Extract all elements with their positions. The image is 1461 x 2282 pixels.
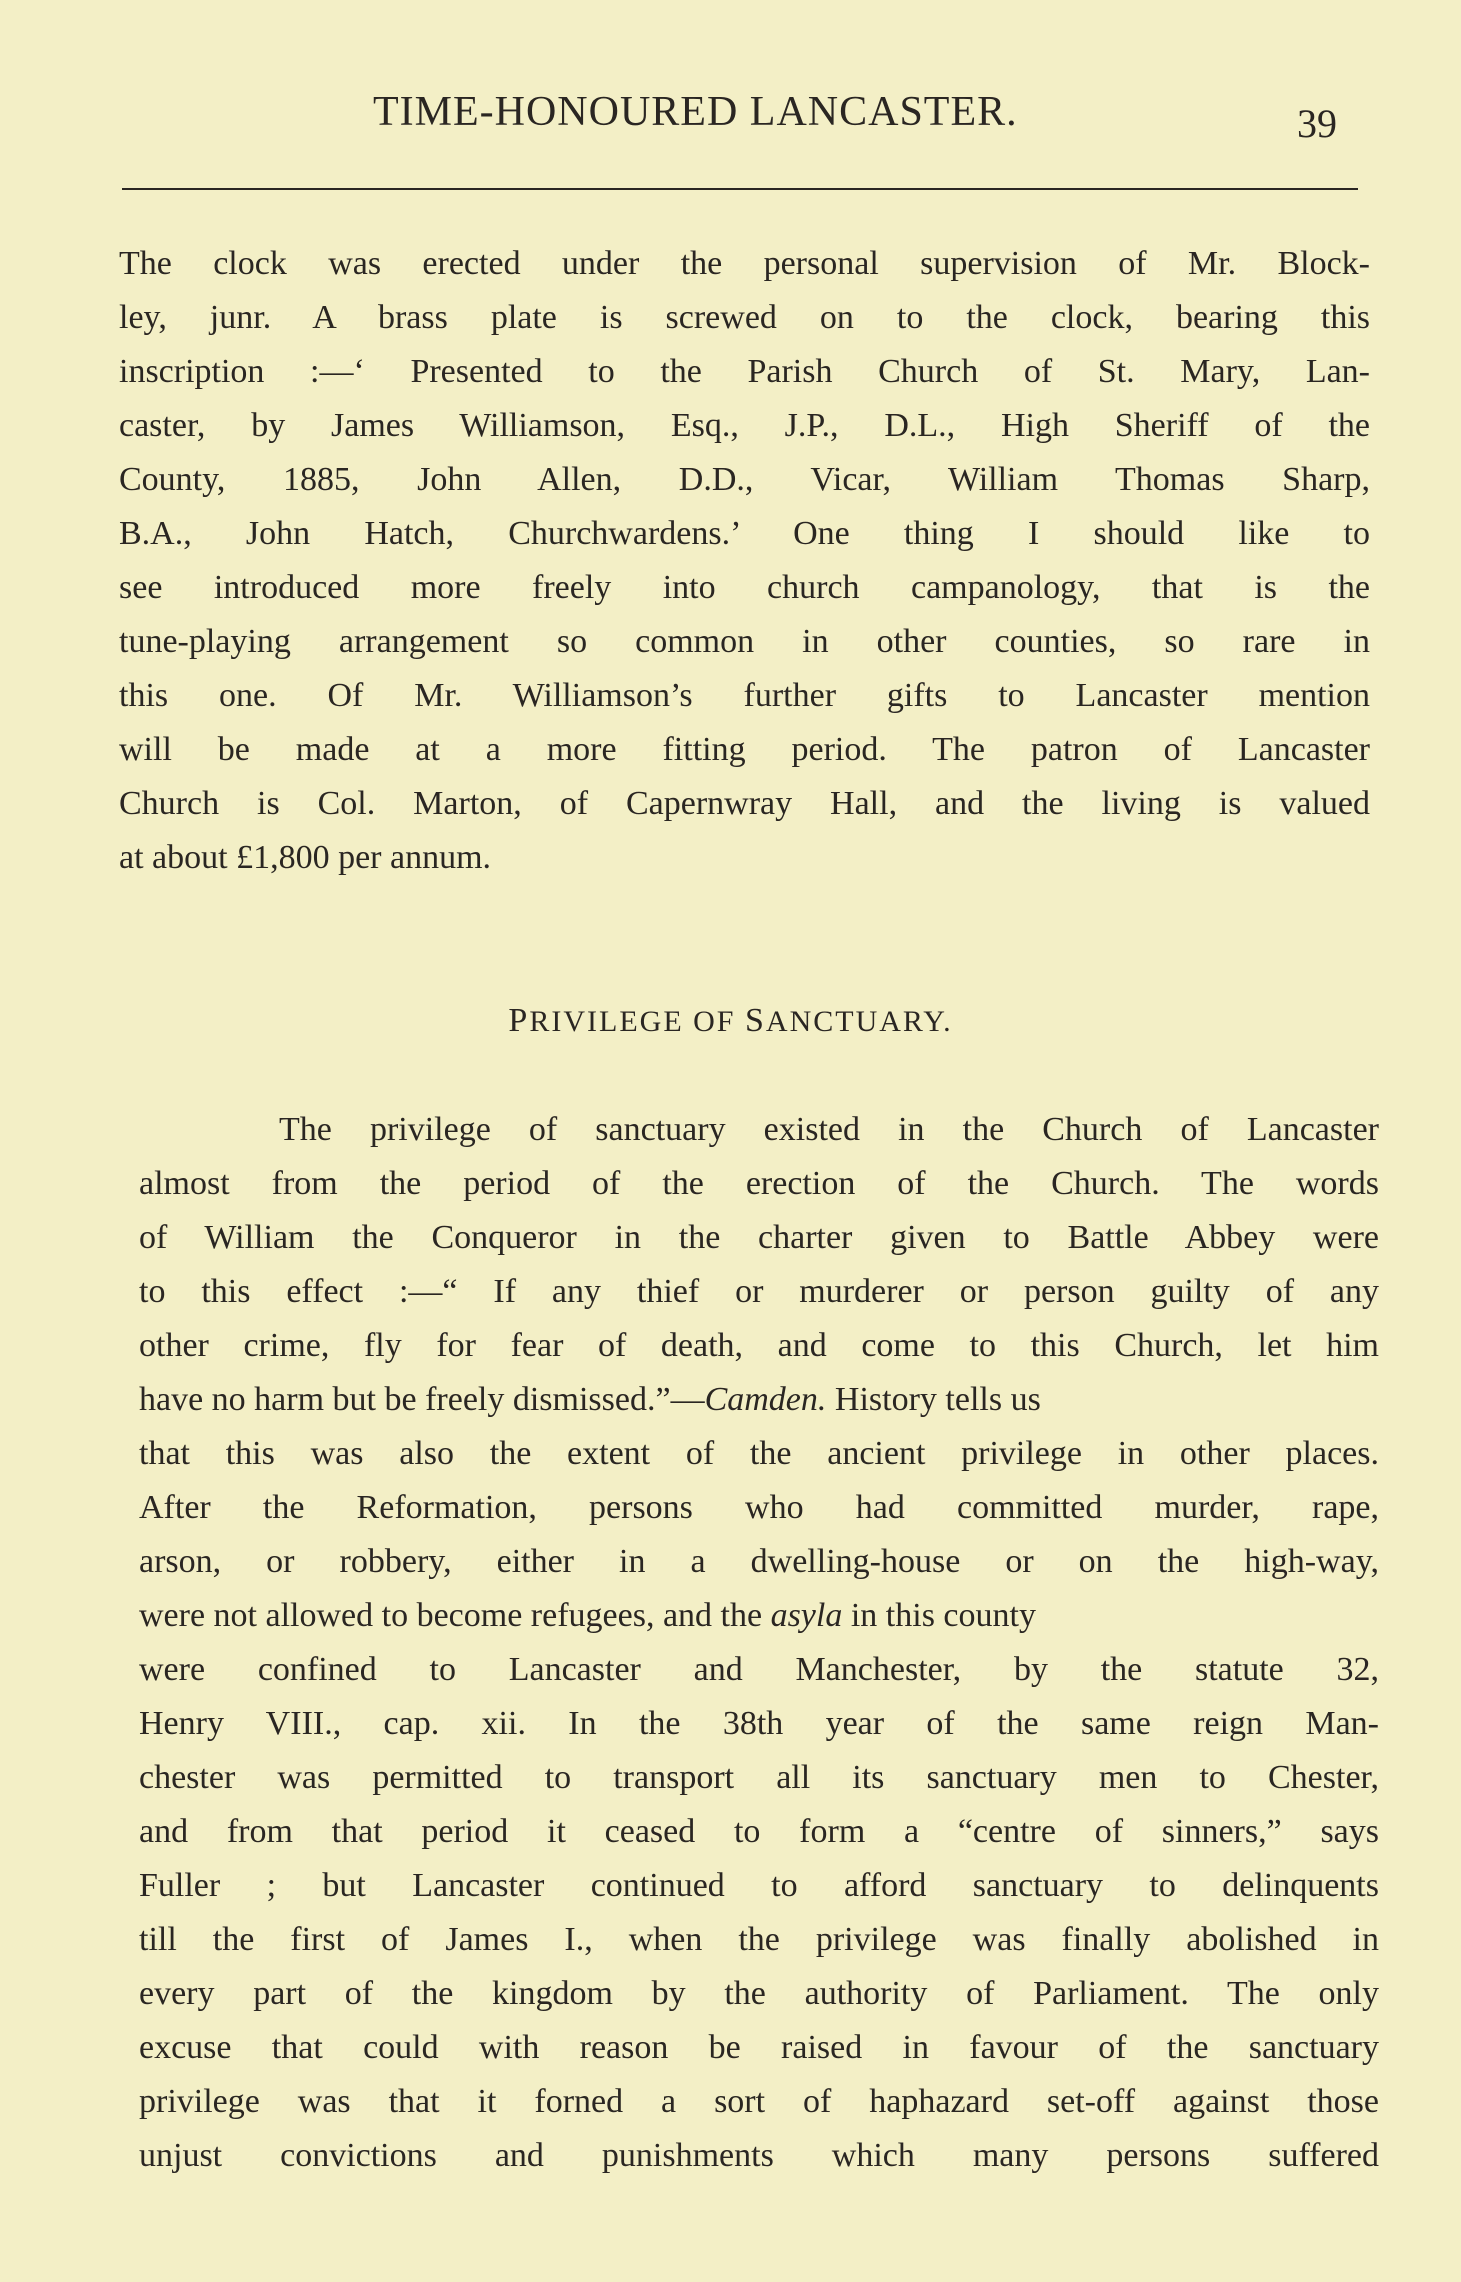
text-line: The clock was erected under the personal supervision of Mr. Block- (119, 245, 1370, 282)
text-line: tune-playing arrangement so common in other counties, so rare in (119, 623, 1370, 660)
term-asyla: asyla (770, 1597, 843, 1634)
text-line: After the Reformation, persons who had committed murder, rape, (139, 1489, 1379, 1526)
text-line: County, 1885, John Allen, D.D., Vicar, William Thomas Sharp, (119, 461, 1370, 498)
text-line: will be made at a more fitting period. The patron of Lancaster (119, 731, 1370, 768)
text-line: this one. Of Mr. Williamson’s further gifts to Lancaster mention (119, 677, 1370, 714)
header-rule (122, 188, 1358, 190)
text-line: almost from the period of the erection of the Church. The words (139, 1165, 1379, 1202)
text-line (139, 1376, 1379, 1424)
running-title: TIME-HONOURED LANCASTER. (373, 89, 1018, 135)
text-line: other crime, fly for fear of death, and come to this Church, let him (139, 1327, 1379, 1364)
heading-word: OF (693, 1005, 736, 1038)
text-line (139, 1592, 1379, 1640)
text-line: at about £1,800 per annum. (119, 839, 492, 876)
text-line: to this effect :—“ If any thief or murderer or person guilty of any (139, 1273, 1379, 1310)
heading-word: ANCTUARY. (765, 1005, 953, 1038)
text-run: were not allowed to become refugees, and the (139, 1597, 771, 1634)
heading-initial: P (508, 1002, 530, 1039)
text-line: of William the Conqueror in the charter given to Battle Abbey were (139, 1219, 1379, 1256)
text-run: History tells us (826, 1381, 1041, 1418)
text-line: Church is Col. Marton, of Capernwray Hall, and the living is valued (119, 785, 1370, 822)
text-line: B.A., John Hatch, Churchwardens.’ One thing I should like to (119, 515, 1370, 552)
text-line: were confined to Lancaster and Manchester, by the statute 32, (139, 1651, 1379, 1688)
heading-word: RIVILEGE (529, 1005, 684, 1038)
text-line: that this was also the extent of the ancient privilege in other places. (139, 1435, 1379, 1472)
section-heading (0, 1002, 1461, 1040)
text-line: inscription :—‘ Presented to the Parish Church of St. Mary, Lan- (119, 353, 1370, 390)
text-line: ley, junr. A brass plate is screwed on to the clock, bearing this (119, 299, 1370, 336)
text-line: excuse that could with reason be raised in favour of the sanctuary (139, 2029, 1379, 2066)
text-line: Henry VIII., cap. xii. In the 38th year of the same reign Man- (139, 1705, 1379, 1742)
text-line: and from that period it ceased to form a “centre of sinners,” says (139, 1813, 1379, 1850)
text-line: arson, or robbery, either in a dwelling-house or on the high-way, (139, 1543, 1379, 1580)
page-number: 39 (1297, 101, 1337, 146)
text-line: till the first of James I., when the privilege was finally abolished in (139, 1921, 1379, 1958)
text-line: see introduced more freely into church campanology, that is the (119, 569, 1370, 606)
citation-camden: Camden. (704, 1381, 827, 1418)
text-line: The privilege of sanctuary existed in the Church of Lancaster (279, 1111, 1379, 1148)
text-line: Fuller ; but Lancaster continued to afford sanctuary to delinquents (139, 1867, 1379, 1904)
text-line: chester was permitted to transport all its sanctuary men to Chester, (139, 1759, 1379, 1796)
heading-initial: S (745, 1002, 766, 1039)
text-line: caster, by James Williamson, Esq., J.P., D.L., High Sheriff of the (119, 407, 1370, 444)
text-line: privilege was that it forned a sort of haphazard set-off against those (139, 2083, 1379, 2120)
text-line: every part of the kingdom by the authority of Parliament. The only (139, 1975, 1379, 2012)
text-line: unjust convictions and punishments which many persons suffered (139, 2137, 1379, 2174)
text-run: in this county (842, 1597, 1036, 1634)
text-run: have no harm but be freely dismissed.”— (139, 1381, 705, 1418)
